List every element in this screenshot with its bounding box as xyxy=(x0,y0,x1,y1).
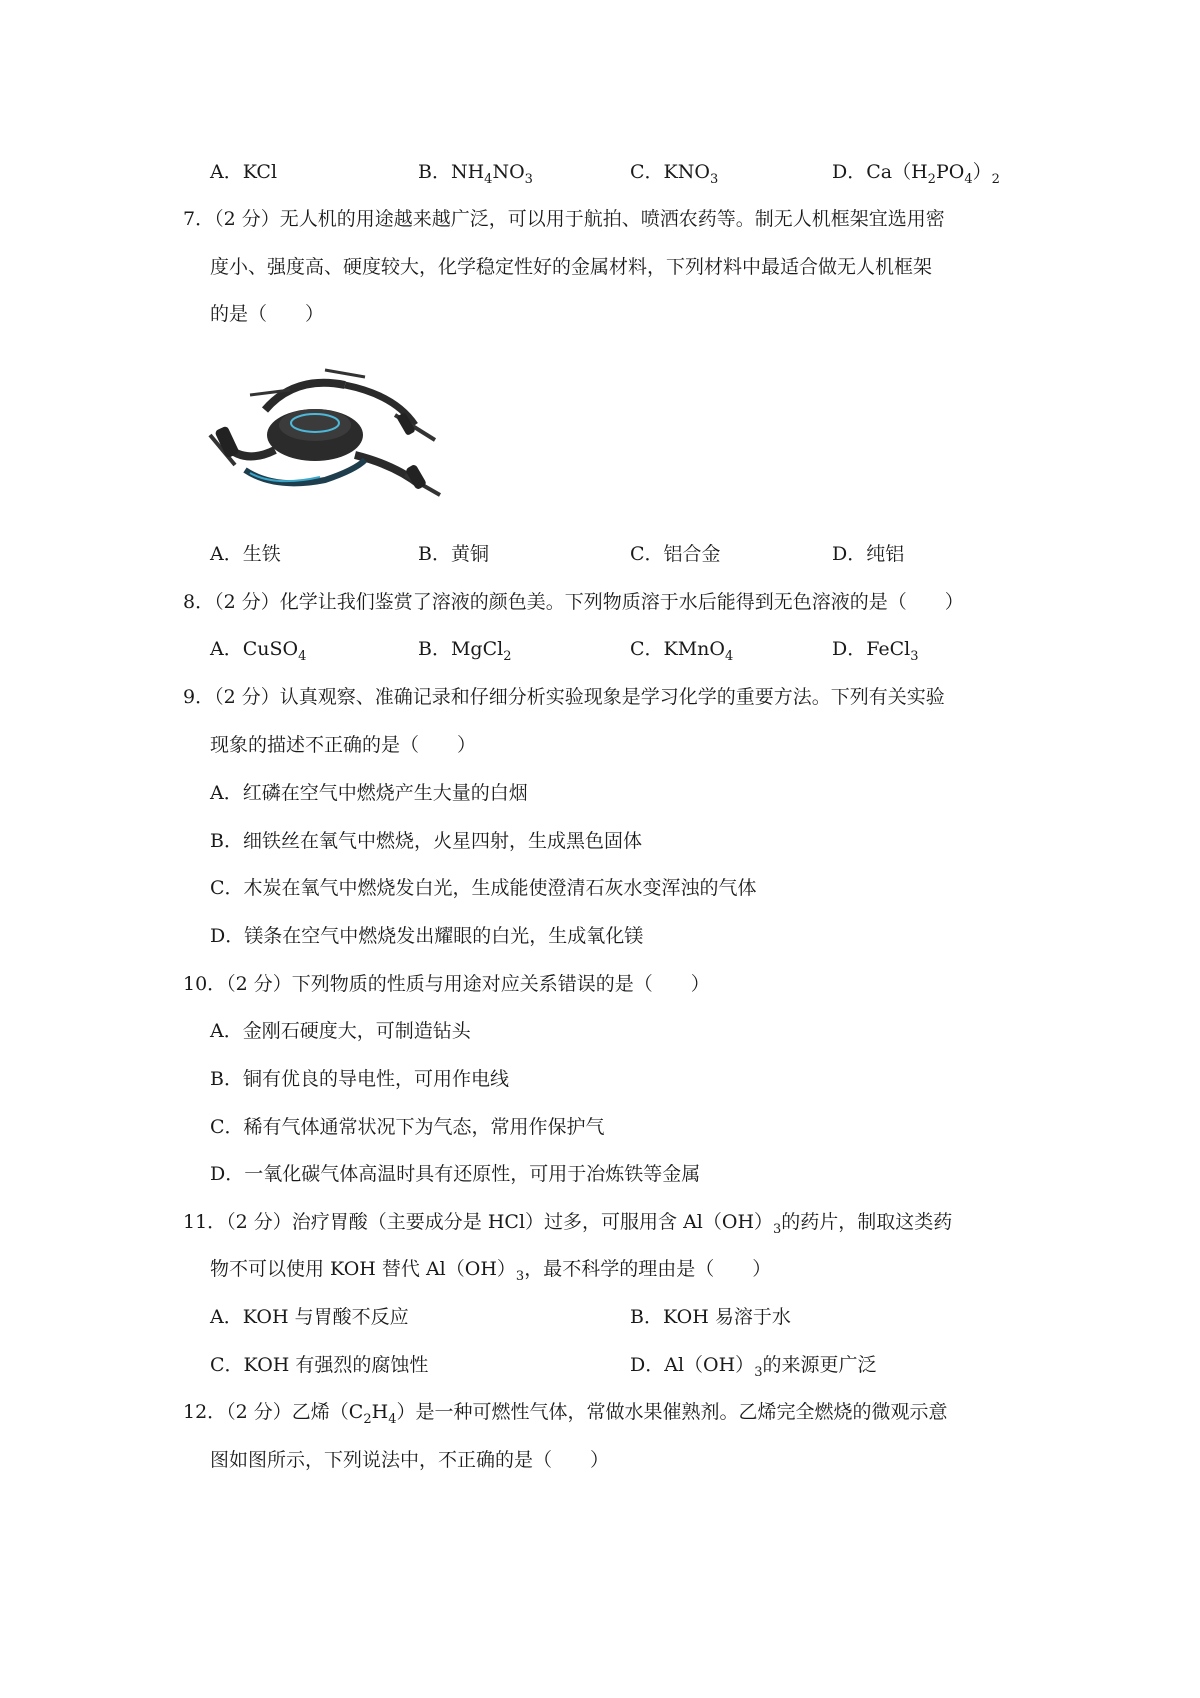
q11-option-c: C．KOH 有强烈的腐蚀性 xyxy=(210,1354,429,1376)
q8-stem-line1: 8．（2 分）化学让我们鉴赏了溶液的颜色美。下列物质溶于水后能得到无色溶液的是（ ） xyxy=(183,591,964,613)
q7-option-d: D．纯铝 xyxy=(832,543,905,565)
q9-stem-line2: 现象的描述不正确的是（ ） xyxy=(210,734,477,756)
q11-option-d: D．$Al(OH)_3$的来源更广泛 xyxy=(630,1354,877,1380)
q7-stem-line1: 7．（2 分）无人机的用途越来越广泛，可以用于航拍、喷洒农药等。制无人机框架宜选用密 xyxy=(183,208,945,230)
q11-option-b: B．KOH 易溶于水 xyxy=(630,1306,791,1328)
q8-option-d: D．FeCl$_3$ xyxy=(832,638,919,664)
q9-stem-line1: 9．（2 分）认真观察、准确记录和仔细分析实验现象是学习化学的重要方法。下列有关实验 xyxy=(183,686,945,708)
q8-option-c: C．KMnO$_4$ xyxy=(630,638,734,664)
q6-option-d: D．$Ca(H_2PO_4)_2$ xyxy=(832,161,1000,187)
q10-stem-line1: 10．（2 分）下列物质的性质与用途对应关系错误的是（ ） xyxy=(183,973,710,995)
q8-option-a: A．CuSO$_4$ xyxy=(210,638,307,664)
q11-stem-line2: 物不可以使用 KOH 替代 $Al(OH)_3$，最不科学的理由是（ ） xyxy=(210,1258,772,1284)
q8-option-b: B．MgCl$_2$ xyxy=(418,638,512,664)
q9-option-b: B．细铁丝在氧气中燃烧，火星四射，生成黑色固体 xyxy=(210,830,642,852)
q7-option-a: A．生铁 xyxy=(210,543,281,565)
q10-option-d: D．一氧化碳气体高温时具有还原性，可用于冶炼铁等金属 xyxy=(210,1163,701,1185)
drone-image xyxy=(205,355,445,505)
q7-stem-line2: 度小、强度高、硬度较大，化学稳定性好的金属材料，下列材料中最适合做无人机框架 xyxy=(210,256,933,278)
q12-stem-line2: 图如图所示，下列说法中，不正确的是（ ） xyxy=(210,1449,610,1471)
q7-option-b: B．黄铜 xyxy=(418,543,489,565)
q9-option-d: D．镁条在空气中燃烧发出耀眼的白光，生成氧化镁 xyxy=(210,925,644,947)
q6-option-b: B．$NH_4NO_3$ xyxy=(418,161,533,187)
q12-stem-line1: 12．（2 分）乙烯$(C_2H_4)$是一种可燃性气体，常做水果催熟剂。乙烯完全燃烧的微观示意 xyxy=(183,1401,948,1427)
q7-stem-line3: 的是（ ） xyxy=(210,303,325,325)
q10-option-c: C．稀有气体通常状况下为气态，常用作保护气 xyxy=(210,1116,605,1138)
q9-option-a: A．红磷在空气中燃烧产生大量的白烟 xyxy=(210,782,528,804)
q9-option-c: C．木炭在氧气中燃烧发白光，生成能使澄清石灰水变浑浊的气体 xyxy=(210,877,757,899)
q11-stem-line1: 11．（2 分）治疗胃酸（主要成分是 HCl）过多，可服用含 $Al(OH)_3$的药片，制取这类药 xyxy=(183,1211,953,1237)
q7-option-c: C．铝合金 xyxy=(630,543,721,565)
q6-option-a: A．KCl xyxy=(210,161,278,183)
q6-option-c: C．$KNO_3$ xyxy=(630,161,719,187)
q10-option-a: A．金刚石硬度大，可制造钻头 xyxy=(210,1020,471,1042)
q10-option-b: B．铜有优良的导电性，可用作电线 xyxy=(210,1068,509,1090)
q11-option-a: A．KOH 与胃酸不反应 xyxy=(210,1306,409,1328)
